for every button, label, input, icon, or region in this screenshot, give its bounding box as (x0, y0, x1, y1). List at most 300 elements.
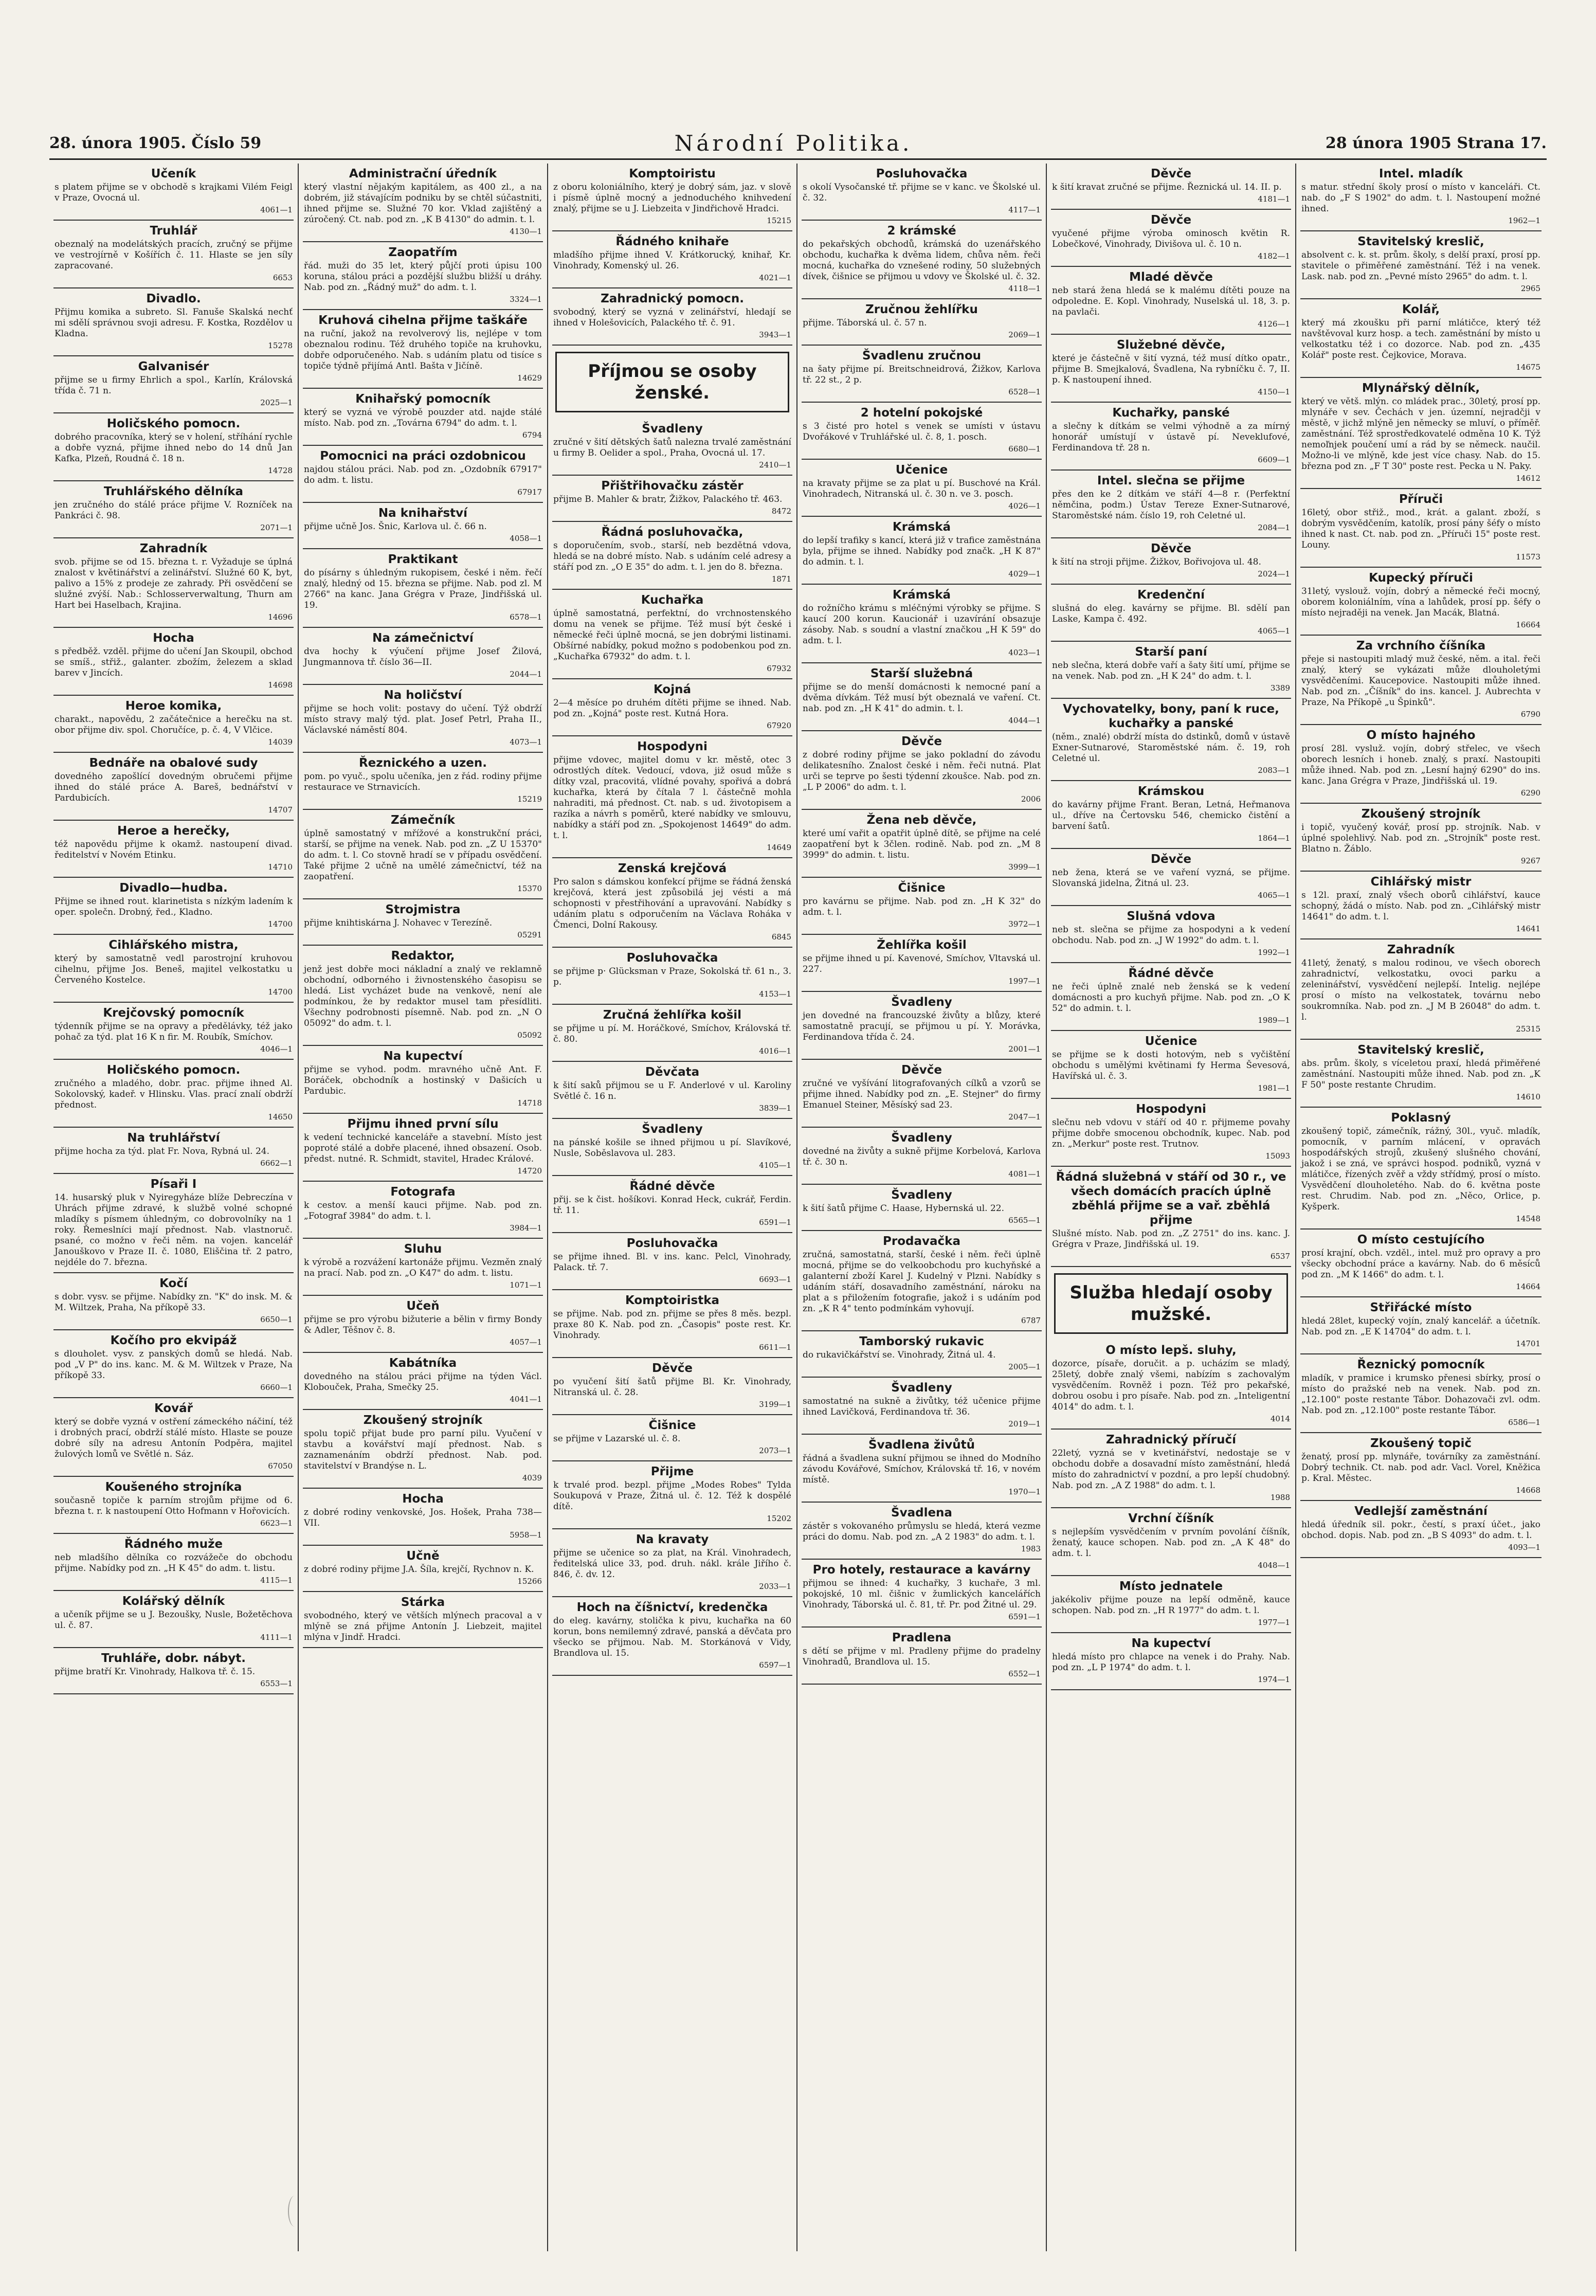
ad-title: Učně (406, 1549, 440, 1563)
ad-body: svob. přijme se od 15. března t. r. Vyžaduje se úplná znalost v květinářství a zelinářství. Služné 60 K, byt, palivo a 15% z prodeje ze zahrady. Při osvědčení se služné zvýší. Nab.: Schlosserverwaltung, Thurn am Hart bei Haselbach, Krajina. (55, 557, 293, 610)
ad-body: z oboru koloniálního, který je dobrý sám, jaz. v slově i písmě úplně mocný a jednoduchého knihvedení znalý, přijme se u J. Liebzeita v Jindřichově Hradci. (553, 182, 791, 214)
ad-title: Administrační úředník (349, 167, 497, 180)
ad-title: Posluhovačka (876, 167, 968, 180)
classified-ad (53, 481, 294, 538)
ad-reference-number: 6553—1 (260, 1679, 293, 1688)
ad-body: 14. husarský pluk v Nyiregyháze blíže Debreczína v Uhrách přijme zdravé, k službě volné schopné mladíky s písmem úhledným, co dobrovolníky na 1 roky. Řemeslníci mají přednost. Nab. vlastnoruč. psané, co možno v řeči něm. na vojen. kancelář Janouškovo v Praze II. č. 1080, Eliščina tř. 2 patro, nejdéle do 7. března. (55, 1192, 293, 1268)
ad-reference-number: 4182—1 (1258, 251, 1290, 261)
classified-ad (552, 948, 792, 1005)
ad-reference-number: 14720 (517, 1166, 542, 1176)
ad-title: Kuchařky, panské (1112, 406, 1230, 420)
ad-body: samostatné na sukně a živůtky, též učenice přijme ihned Lavičková, Ferdinandova tř. 36. (803, 1396, 1041, 1417)
ad-reference-number: 3324—1 (510, 295, 542, 304)
ad-reference-number: 4041—1 (510, 1395, 542, 1404)
classified-ad (802, 460, 1042, 517)
ad-reference-number: 6662—1 (260, 1159, 293, 1168)
ad-title: Příruči (1399, 493, 1443, 506)
ad-body: přijme bratří Kr. Vinohrady, Halkova tř. č. 15. (55, 1667, 256, 1677)
ad-reference-number: 3839—1 (759, 1104, 791, 1113)
ad-body: přijme se u firmy Ehrlich a spol., Karlín, Královská třída č. 71 n. (55, 375, 293, 396)
classified-ad (802, 663, 1042, 731)
ad-title: Starší služebná (870, 667, 973, 680)
classified-ad (802, 517, 1042, 585)
classified-ad (303, 1410, 543, 1489)
ad-reference-number: 4014 (1270, 1414, 1290, 1423)
ad-title: O místo hajného (1366, 729, 1476, 742)
ad-reference-number: 5958—1 (510, 1530, 542, 1540)
classified-ad (1051, 849, 1291, 906)
ad-title: Cihlářského mistra, (108, 938, 239, 952)
ad-reference-number: 2084—1 (1258, 523, 1290, 532)
ad-title: Stavitelský kreslič, (1357, 1043, 1484, 1057)
ad-title: Střiřácké místo (1370, 1301, 1472, 1314)
ad-reference-number: 2044—1 (510, 670, 542, 679)
classified-ad (552, 1358, 792, 1415)
classified-ad (53, 696, 294, 753)
ad-title: Řeznického a uzen. (358, 756, 487, 770)
classified-ad (53, 413, 294, 481)
ad-title: Kabátníka (389, 1357, 457, 1370)
classified-ad (53, 1128, 294, 1174)
classified-ad (1051, 267, 1291, 335)
ad-reference-number: 6586—1 (1508, 1418, 1540, 1427)
classified-ad (552, 679, 792, 736)
classified-ad (53, 1591, 294, 1648)
classified-ad (802, 810, 1042, 878)
ad-reference-number: 14700 (268, 987, 293, 997)
classified-ad (802, 1628, 1042, 1685)
ad-body: též napovědu přijme k okamž. nastoupení divad. ředitelství v Novém Etinku. (55, 839, 293, 860)
classified-ad (1300, 725, 1541, 804)
ad-body: do kavárny přijme Frant. Beran, Letná, Heřmanova ul., dříve na Čertovsku 546, chemicko čistění a barvení šatů. (1052, 800, 1290, 831)
ad-body: s dětí se přijme v ml. Pradleny přijme do pradelny Vinohradů, Brandlova ul. 15. (803, 1646, 1041, 1667)
ad-reference-number: 14664 (1516, 1282, 1540, 1291)
classified-ad (53, 1003, 294, 1060)
classified-ad (552, 231, 792, 288)
ad-title: Zenská krejčová (618, 862, 727, 875)
classified-ad (552, 288, 792, 346)
ad-reference-number: 14548 (1516, 1214, 1540, 1223)
classified-ad (552, 1233, 792, 1290)
classified-ad (53, 628, 294, 696)
ad-body: řád. muži do 35 let, který půjčí proti úpisu 100 koruna, stálou práci a pozdější službu bližší u dráhy. Nab. pod zn. „Řádný muž" do adm. t. l. (304, 261, 542, 293)
ad-reference-number: 2071—1 (260, 523, 293, 532)
ad-title: Stavitelský kreslič, (1357, 235, 1484, 248)
classified-ad (1300, 231, 1541, 299)
classified-ad (802, 221, 1042, 299)
ad-body: slušná do eleg. kavárny se přijme. Bl. sdělí pan Laske, Kampa č. 492. (1052, 603, 1290, 624)
classified-ad (802, 935, 1042, 992)
ad-title: Čišnice (898, 881, 946, 895)
ad-reference-number: 2073—1 (759, 1446, 791, 1455)
classified-ad (1051, 335, 1291, 403)
ad-body: s dobr. vysv. se přijme. Nabídky zn. "K" do insk. M. & M. Wiltzek, Praha, Na příkopě 33. (55, 1292, 293, 1313)
classified-ad (303, 164, 543, 242)
ad-body: jenž jest dobře moci nákladní a znalý ve reklamně obchodní, odborného i živnostenského časopisu se hledá. List vycházet bude na venkově, není ale podmínkou, že by redaktor musel tam přesídliti. Všechny podrobnosti písemně. Nab. pod zn. „N O 05092" do adm. t. l. (304, 964, 542, 1028)
ad-title: Kuchařka (641, 593, 704, 607)
section-heading-box: Příjmou se osoby ženské. (555, 352, 789, 412)
ad-body: Přijmu komika a subreto. Sl. Fanuše Skalská nechť mi sdělí správnou svoji adresu. F. Kostka, Rozdělov u Kladna. (55, 307, 293, 339)
ad-body: do rukavičkářství se. Vinohrady, Žitná ul. 4. (803, 1350, 996, 1360)
ad-body: k cestov. a menší kauci přijme. Nab. pod zn. „Fotograf 3984" do adm. t. l. (304, 1200, 542, 1221)
ad-reference-number: 6537 (1270, 1252, 1290, 1261)
ad-reference-number: 15215 (767, 216, 791, 225)
ad-title: Komptoiristu (629, 167, 716, 180)
page-header (49, 128, 1547, 160)
ad-body: s nejlepším vysvědčením v prvním povolání číšník, ženatý, kauce schopen. Nab. pod zn. „A K 48" do adm. t. l. (1052, 1527, 1290, 1559)
classified-ad (53, 1330, 294, 1398)
ad-reference-number: 1988 (1270, 1493, 1290, 1502)
classified-ad (802, 731, 1042, 810)
ad-title: Pomocnici na práci ozdobnicou (320, 449, 526, 463)
ad-reference-number: 1983 (1021, 1544, 1041, 1553)
classified-ad (53, 878, 294, 935)
ad-body: s doporučením, svob., starší, neb bezdětná vdova, hledá se na dobré místo. Nab. s udáním celé adresy a stáří pod zn. „O E 35" do adm. t. l. jen do 8. března. (553, 540, 791, 572)
classified-ad (802, 1503, 1042, 1560)
classified-ad (552, 1119, 792, 1176)
ad-body: s matur. střední školy prosí o místo v kanceláři. Ct. nab. do „F S 1902" do adm. t. l. Nastoupení možné ihned. (1301, 182, 1540, 214)
ad-title: Řádné děvče (1128, 967, 1214, 980)
ad-title: Řádná posluhovačka, (601, 526, 743, 539)
ad-title: O místo lepš. sluhy, (1105, 1344, 1237, 1357)
ad-body: přes den ke 2 dítkám ve stáří 4—8 r. (Perfektní němčina, podm.) Ústav Tereze Exner-Sutnarové, Staroměstské nám. číslo 19, roh Celetné ul. (1052, 489, 1290, 521)
ad-title: Děvče (1151, 213, 1191, 227)
ad-title: Vrchní číšník (1128, 1512, 1214, 1525)
ad-body: charakt., napovědu, 2 začátečnice a herečku na st. obor přijme div. spol. Choručíce, p. č. 4, V Vlčice. (55, 714, 293, 735)
ad-title: Strojmistra (385, 903, 461, 916)
ad-title: O místo cestujícího (1357, 1233, 1485, 1246)
classified-ad (802, 1128, 1042, 1185)
ad-body: mladík, v pramice i krumsko přenesi sbírky, prosí o místo do pražské neb na venek. Nab. pod zn. „12.100" poste restante Tábor. Dohazovači zvl. odm. Nab. pod zn. „12.100" poste restante Tábor. (1301, 1373, 1540, 1416)
classified-ad (53, 1534, 294, 1591)
classified-ad (1051, 1576, 1291, 1633)
ad-body: k trvalé prod. bezpl. přijme „Modes Robes" Tylda Soukupová v Praze, Žitná ul. č. 12. Též k dospělé dítě. (553, 1480, 791, 1512)
classified-ad (303, 503, 543, 549)
ad-title: Děvčata (645, 1065, 700, 1079)
ad-title: Tamborský rukavic (859, 1335, 984, 1348)
ad-body: dovedného na stálou práci přijme na týden Václ. Klobouček, Praha, Smečky 25. (304, 1371, 542, 1393)
ad-reference-number: 4117—1 (1008, 205, 1041, 214)
ad-title: Za vrchního číšníka (1356, 639, 1486, 653)
classified-ad (53, 821, 294, 878)
ad-title: Na holičství (384, 689, 462, 702)
ad-reference-number: 3389 (1270, 683, 1290, 693)
ad-title: Intel. slečna se přijme (1097, 474, 1245, 487)
ad-title: Řádné děvče (629, 1180, 715, 1193)
ad-body: zručného a mladého, dobr. prac. přijme ihned Al. Sokolovský, kadeř. v Hlinsku. Vlas. prací znalí obdrží přednost. (55, 1078, 293, 1110)
classified-ad (1051, 1340, 1291, 1430)
classified-ad (552, 164, 792, 231)
ad-reference-number: 1992—1 (1258, 948, 1290, 957)
ad-title: Praktikant (388, 553, 458, 566)
classified-ad (1051, 471, 1291, 538)
ad-reference-number: 11573 (1516, 552, 1540, 562)
ad-body: svobodného, který ve větších mlýnech pracoval a v mlýně se zná přijme Antonín J. Liebzeit, majitel mlýna v Jindř. Hradci. (304, 1611, 542, 1642)
column-5 (1047, 164, 1296, 2251)
ad-body: úplně samostatná, perfektní, do vrchnostenského domu na venek se přijme. Též musí být české i německé řeči úplně mocná, se jen dobrými listinami. Obšírné nabídky, pokud možno s podobenkou pod zn. „Kuchařka 67932" do adm. t. l. (553, 608, 791, 662)
ad-reference-number: 1977—1 (1258, 1618, 1290, 1627)
ad-reference-number: 14728 (268, 466, 293, 475)
ad-body: s 12l. praxí, znalý všech oborů cihlářství, kauce schopný, žádá o místo. Nab. pod zn. „Cihlářský mistr 14641" do adm. t. l. (1301, 890, 1540, 922)
ad-title: Krejčovský pomocník (103, 1006, 244, 1020)
ad-body: které je částečně v šití vyzná, též musí dítko opatr., přijme B. Smejkalová, Švadlena, Na rybníčku č. 7, II. p. K nastoupení ihned. (1052, 353, 1290, 385)
ad-reference-number: 3999—1 (1008, 862, 1041, 872)
ad-title: Děvče (1151, 853, 1191, 866)
classified-ad (1300, 1433, 1541, 1501)
ad-reference-number: 9267 (1520, 856, 1540, 865)
ad-title: Zkoušený strojník (363, 1414, 483, 1427)
ad-reference-number: 4150—1 (1258, 387, 1290, 396)
classified-ad (552, 1461, 792, 1529)
ad-body: přijme učně Jos. Šnic, Karlova ul. č. 66 n. (304, 521, 487, 532)
ad-reference-number: 6611—1 (759, 1343, 791, 1352)
ad-reference-number: 15370 (517, 884, 542, 893)
ad-reference-number: 15202 (767, 1514, 791, 1523)
ad-body: z dobré rodiny přijme se jako pokladní do závodu delikatesního. Znalost české i něm. řeči nutná. Plat urči se teprve po šesti týdenní zkoušce. Nab. pod zn. „L P 2006" do adm. t. l. (803, 750, 1041, 792)
ad-title: Místo jednatele (1119, 1580, 1223, 1593)
ad-body: Slušné místo. Nab. pod zn. „Z 2751" do ins. kanc. J. Grégra v Praze, Jindřišská ul. 19. (1052, 1228, 1290, 1250)
classified-ad (1051, 1099, 1291, 1167)
ad-title: Mladé děvče (1129, 270, 1213, 284)
classified-ad (552, 1005, 792, 1062)
classified-ad (1051, 1508, 1291, 1576)
ad-body: neb slečna, která dobře vaří a šaty šití umí, přijme se na venek. Nab. pod zn. „H K 24" do adm. t. l. (1052, 660, 1290, 681)
ad-reference-number: 2025—1 (260, 398, 293, 407)
ad-title: Na knihařství (378, 507, 468, 520)
classified-ad (802, 1560, 1042, 1628)
ad-reference-number: 6609—1 (1258, 455, 1290, 464)
classified-ad (1300, 378, 1541, 489)
ad-body: přeje si nastoupiti mladý muž české, něm. a ital. řeči znalý, který se vykázati může dlouholetými vysvědčeními. Kaucepovice. Nastoupiti může ihned. Nab. pod zn. „Číšník" do ins. kancel. J. Aubrechta v Praze, Na Příkopě „u Špinků". (1301, 654, 1540, 708)
ad-title: Hospodyni (637, 740, 708, 753)
classified-ad (1300, 1354, 1541, 1433)
classified-ad (802, 1060, 1042, 1128)
ad-reference-number: 2047—1 (1008, 1112, 1041, 1122)
ad-title: Švadlena (891, 1506, 952, 1520)
classified-ad (1051, 699, 1291, 781)
ad-reference-number: 4044—1 (1008, 716, 1041, 725)
classified-ad (1300, 1108, 1541, 1230)
classified-ad (552, 1176, 792, 1233)
ad-title: Hoch na číšnictví, kredenčka (576, 1601, 768, 1614)
classified-ad (303, 1046, 543, 1114)
ad-body: hledá místo pro chlapce na venek i do Prahy. Nab. pod zn. „L P 1974" do adm. t. l. (1052, 1652, 1290, 1673)
ad-reference-number: 4021—1 (759, 273, 791, 282)
ad-body: který by samostatně vedl parostrojní kruhovou cihelnu, přijme Jos. Beneš, majitel velkostatku u Červeného Kostelce. (55, 953, 293, 985)
ad-title: Řádného knihaře (615, 235, 729, 248)
classified-ad (53, 1648, 294, 1694)
ad-reference-number: 6528—1 (1008, 387, 1041, 396)
classified-ad (303, 446, 543, 503)
classified-ad (1300, 568, 1541, 636)
ad-title: Služebné děvče, (1116, 338, 1226, 352)
ad-title: Heroe komika, (125, 699, 222, 713)
classified-ad (1051, 781, 1291, 849)
ad-body: týdenník přijme se na opravy a předělávky, též jako pohač za týd. plat 16 K n fir. M. Roubík, Smíchov. (55, 1021, 293, 1042)
ad-reference-number: 8472 (771, 507, 791, 516)
classified-ad (303, 810, 543, 899)
ad-body: do eleg. kavárny, stolička k pivu, kuchařka na 60 korun, bons nemilemný zdravé, panská a děvčata pro všecko se přijmou. Nab. M. Storkánová v Vidy, Brandlova ul. 15. (553, 1616, 791, 1658)
ad-body: řádná a švadlena sukní přijmou se ihned do Modního závodu Kovářové, Smíchov, Královská tř. 16, v novém místě. (803, 1453, 1041, 1485)
ad-title: Hospodyni (1136, 1102, 1206, 1116)
ad-title: Kovář (154, 1402, 193, 1415)
ad-body: pro kavárnu se přijme. Nab. pod zn. „H K 32" do adm. t. l. (803, 896, 1041, 917)
ad-title: Komptoiristka (625, 1294, 720, 1307)
ad-body: zástěr s vokovaného průmyslu se hledá, která vezme práci do domu. Nab. pod zn. „A 2 1983" do adm. t. l. (803, 1521, 1041, 1542)
ad-title: Zkoušený topič (1370, 1437, 1472, 1450)
ad-title: Truhlář (150, 224, 197, 238)
ad-body: a učeník přijme se u J. Bezoušky, Nusle, Božetěchova ul. č. 87. (55, 1610, 293, 1631)
ad-title: 2 krámské (887, 224, 956, 238)
ad-body: zkoušený topič, zámečník, rážný, 30l., vyuč. mladík, pomocník, v parním mlácení, v opravách hospodářských strojů, zkušený slušného chování, jakož i se zná, ve správci hospod. podniků, vyzná v mlátičce, řízených zvěř a vždy střídmý, prosí o místo. Vysvědčení dlouholetého. Nab. do 6. května poste rest. Chrudim. Nab. pod zn. „Něco, Orlice, p. Kyšperk. (1301, 1126, 1540, 1212)
ad-reference-number: 4181—1 (1258, 194, 1290, 204)
classified-ad (53, 1398, 294, 1477)
ad-reference-number: 14650 (268, 1112, 293, 1122)
classified-ad (53, 1060, 294, 1128)
ad-body: přijmou se ihned: 4 kuchařky, 3 kuchaře, 3 ml. pokojské, 10 ml. čišnic v žumlických kancelářích Vinohrady, Táborská ul. č. 81, tř. Pr. pod Žitné ul. 29. (803, 1578, 1041, 1610)
ad-title: Řádného muže (124, 1538, 223, 1551)
ad-reference-number: 67932 (767, 664, 791, 673)
ad-body: neb stará žena hledá se k malému dítěti pouze na odpoledne. E. Kopl. Vinohrady, Nuselská ul. 18, 3. p. na pavlači. (1052, 285, 1290, 317)
classified-ad (802, 1378, 1042, 1435)
ad-body: k šití kravat zručné se přijme. Řeznická ul. 14. II. p. (1052, 182, 1282, 192)
ad-title: Truhlářského dělníka (103, 485, 244, 498)
classified-ad (802, 1231, 1042, 1331)
classified-ad (552, 736, 792, 858)
ad-title: Kolář, (1402, 303, 1440, 316)
ad-body: se přijme ihned. Bl. v ins. kanc. Pelcl, Vinohrady, Palack. tř. 7. (553, 1252, 791, 1273)
classified-ad (552, 1290, 792, 1358)
ad-body: se přijme se k dosti hotovým, neb s vyčištění obchodu s umělými květinami fy Herma Ševesová, Havířská ul. č. 3. (1052, 1050, 1290, 1081)
ad-reference-number: 6794 (522, 430, 542, 440)
ad-title: Na kupectví (383, 1050, 463, 1063)
classified-ad (552, 1597, 792, 1676)
ad-title: Zahradnický příručí (1105, 1433, 1236, 1447)
ad-title: Děvče (901, 1063, 942, 1077)
ad-title: Přijme (650, 1465, 694, 1478)
ad-reference-number: 4153—1 (759, 989, 791, 999)
ad-title: Heroe a herečky, (117, 824, 230, 838)
classified-ad (1051, 1167, 1291, 1267)
classified-ad (53, 221, 294, 288)
ad-title: Učeník (151, 167, 196, 180)
ad-title: Mlynářský dělník, (1362, 382, 1480, 395)
ad-body: jen dovedné na francouzské živůty a blůzy, které samostatně pracují, se přijmou u pí. Y. Morávka, Ferdinandova třída č. 24. (803, 1010, 1041, 1042)
ad-title: Děvče (1151, 167, 1191, 180)
ad-reference-number: 4126—1 (1258, 319, 1290, 329)
ad-title: Na zámečnictví (372, 631, 474, 645)
classified-ad (1051, 1430, 1291, 1508)
ad-title: Holičského pomocn. (106, 417, 241, 430)
ad-reference-number: 4016—1 (759, 1046, 791, 1056)
classified-ad (802, 1331, 1042, 1378)
classified-ad (303, 1592, 543, 1648)
ad-title: Zaopatřím (388, 246, 458, 259)
ad-reference-number: 2410—1 (759, 460, 791, 469)
ad-title: 2 hotelní pokojské (860, 406, 983, 420)
ad-body: 2—4 měsíce po druhém dítěti přijme se ihned. Nab. pod zn. „Kojná" poste rest. Kutná Hora. (553, 698, 791, 719)
ad-reference-number: 3199—1 (759, 1400, 791, 1409)
ad-title: Švadlena živůtů (868, 1438, 975, 1452)
ad-body: s 3 čisté pro hotel s venek se umísti v ústavu Dvořákové v Truhlářské ul. č. 8, 1. posch. (803, 421, 1041, 442)
ad-reference-number: 67050 (268, 1461, 293, 1471)
classified-ad (53, 753, 294, 821)
ad-body: se přijme ihned u pí. Kavenové, Smíchov, Vltavská ul. 227. (803, 953, 1041, 974)
ad-body: spolu topič přijat bude pro parní pilu. Vyučení v stavbu a kovářství mají přednost. Nab. s zaznamenáním obdrží přednost. Nab. pod. stavitelství v Brandýse n. L. (304, 1429, 542, 1471)
ad-reference-number: 05291 (517, 930, 542, 939)
ad-reference-number: 14700 (268, 919, 293, 929)
ad-title: Učeň (406, 1299, 440, 1313)
classified-ad (1300, 299, 1541, 378)
ad-reference-number: 4023—1 (1008, 648, 1041, 657)
ad-reference-number: 6623—1 (260, 1518, 293, 1528)
ad-title: Poklasný (1391, 1111, 1451, 1125)
classified-ad (552, 1529, 792, 1597)
ad-reference-number: 2069—1 (1008, 330, 1041, 339)
ad-title: Švadleny (891, 1131, 952, 1145)
classified-ad (53, 356, 294, 413)
classified-ad (802, 1435, 1042, 1503)
ad-title: Na truhlářství (127, 1131, 220, 1145)
ad-body: s předběž. vzděl. přijme do učení Jan Skoupil, obchod se smíš., střiž., galanter. zbožím, železem a sklad barev v Jincích. (55, 646, 293, 678)
ad-reference-number: 6290 (1520, 788, 1540, 798)
ad-title: Starší paní (1135, 645, 1207, 659)
ad-title: Posluhovačka (626, 1237, 718, 1250)
ad-title: Žena neb děvče, (866, 813, 977, 827)
ad-reference-number: 2006 (1021, 794, 1041, 804)
classified-ad (53, 1273, 294, 1330)
ad-title: Žehlířka košil (877, 938, 967, 952)
ad-body: z dobré rodiny přijme J.A. Šíla, krejčí, Rychnov n. K. (304, 1564, 534, 1575)
ad-body: se přijme u pí. M. Horáčkové, Smíchov, Královská tř. č. 80. (553, 1023, 791, 1044)
ad-reference-number: 4061—1 (260, 205, 293, 214)
ad-reference-number: 1997—1 (1008, 977, 1041, 986)
ad-body: Přijme se ihned rout. klarinetista s nízkým ladením k oper. společn. Drobný, řed., Kladno. (55, 896, 293, 917)
ad-reference-number: 1970—1 (1008, 1487, 1041, 1496)
ad-reference-number: 14698 (268, 680, 293, 690)
ad-reference-number: 6680—1 (1008, 444, 1041, 454)
classified-ad (303, 1239, 543, 1296)
ad-reference-number: 15278 (268, 341, 293, 350)
classified-ad (303, 549, 543, 628)
ad-reference-number: 6660—1 (260, 1383, 293, 1392)
ad-body: mladšího přijme ihned V. Krátkorucký, knihař, Kr. Vinohrady, Komenský ul. 26. (553, 250, 791, 271)
ad-title: Zahradnický pomocn. (601, 292, 744, 305)
ad-title: Zahradník (139, 542, 208, 555)
ad-reference-number: 67920 (767, 721, 791, 730)
ad-reference-number: 6787 (1021, 1316, 1041, 1325)
classified-ad (1300, 1501, 1541, 1558)
ad-body: přijme. Táborská ul. č. 57 n. (803, 318, 927, 328)
ad-title: Švadleny (642, 1123, 703, 1136)
ad-title: Zručnou žehlířku (865, 303, 978, 316)
ad-reference-number: 6591—1 (759, 1218, 791, 1227)
ad-reference-number: 3943—1 (759, 330, 791, 339)
ad-title: Děvče (1151, 542, 1191, 555)
ad-reference-number: 14610 (1516, 1092, 1540, 1101)
classified-ad (53, 1174, 294, 1273)
ad-reference-number: 6653 (273, 273, 293, 282)
ad-body: které umí vařit a opatřit úplně dítě, se přijme na celé zaopatření byt k 3člen. rodině. Nab. pod zn. „M 8 3999" do admin. t. listu. (803, 828, 1041, 860)
classified-ad (1051, 403, 1291, 471)
ad-title: Zahradník (1387, 943, 1455, 956)
ad-body: k šití na stroji přijme. Žižkov, Bořivojova ul. 48. (1052, 557, 1261, 567)
ad-body: přijme se hoch volit: postavy do učení. Týž obdrží místo stravy malý týd. plat. Josef Petrl, Praha II., Václavské náměstí 804. (304, 703, 542, 735)
ad-body: ženatý, prosí pp. mlynáře, továrníky za zaměstnání. Dobrý technik. Ct. nab. pod adr. Vacl. Vorel, Kněžica p. Kral. Městec. (1301, 1452, 1540, 1484)
ad-body: 22letý, vyzná se v kvetinářství, nedostaje se v obchodu dobře a dosavadní místo zaměstnání, hledá místo do zahradnictví v pozdní, a pro lepší chudobný. Nab. pod zn. „A Z 1988" do adm. t. l. (1052, 1448, 1290, 1491)
classified-ad (303, 685, 543, 753)
ad-reference-number: 6597—1 (759, 1660, 791, 1670)
